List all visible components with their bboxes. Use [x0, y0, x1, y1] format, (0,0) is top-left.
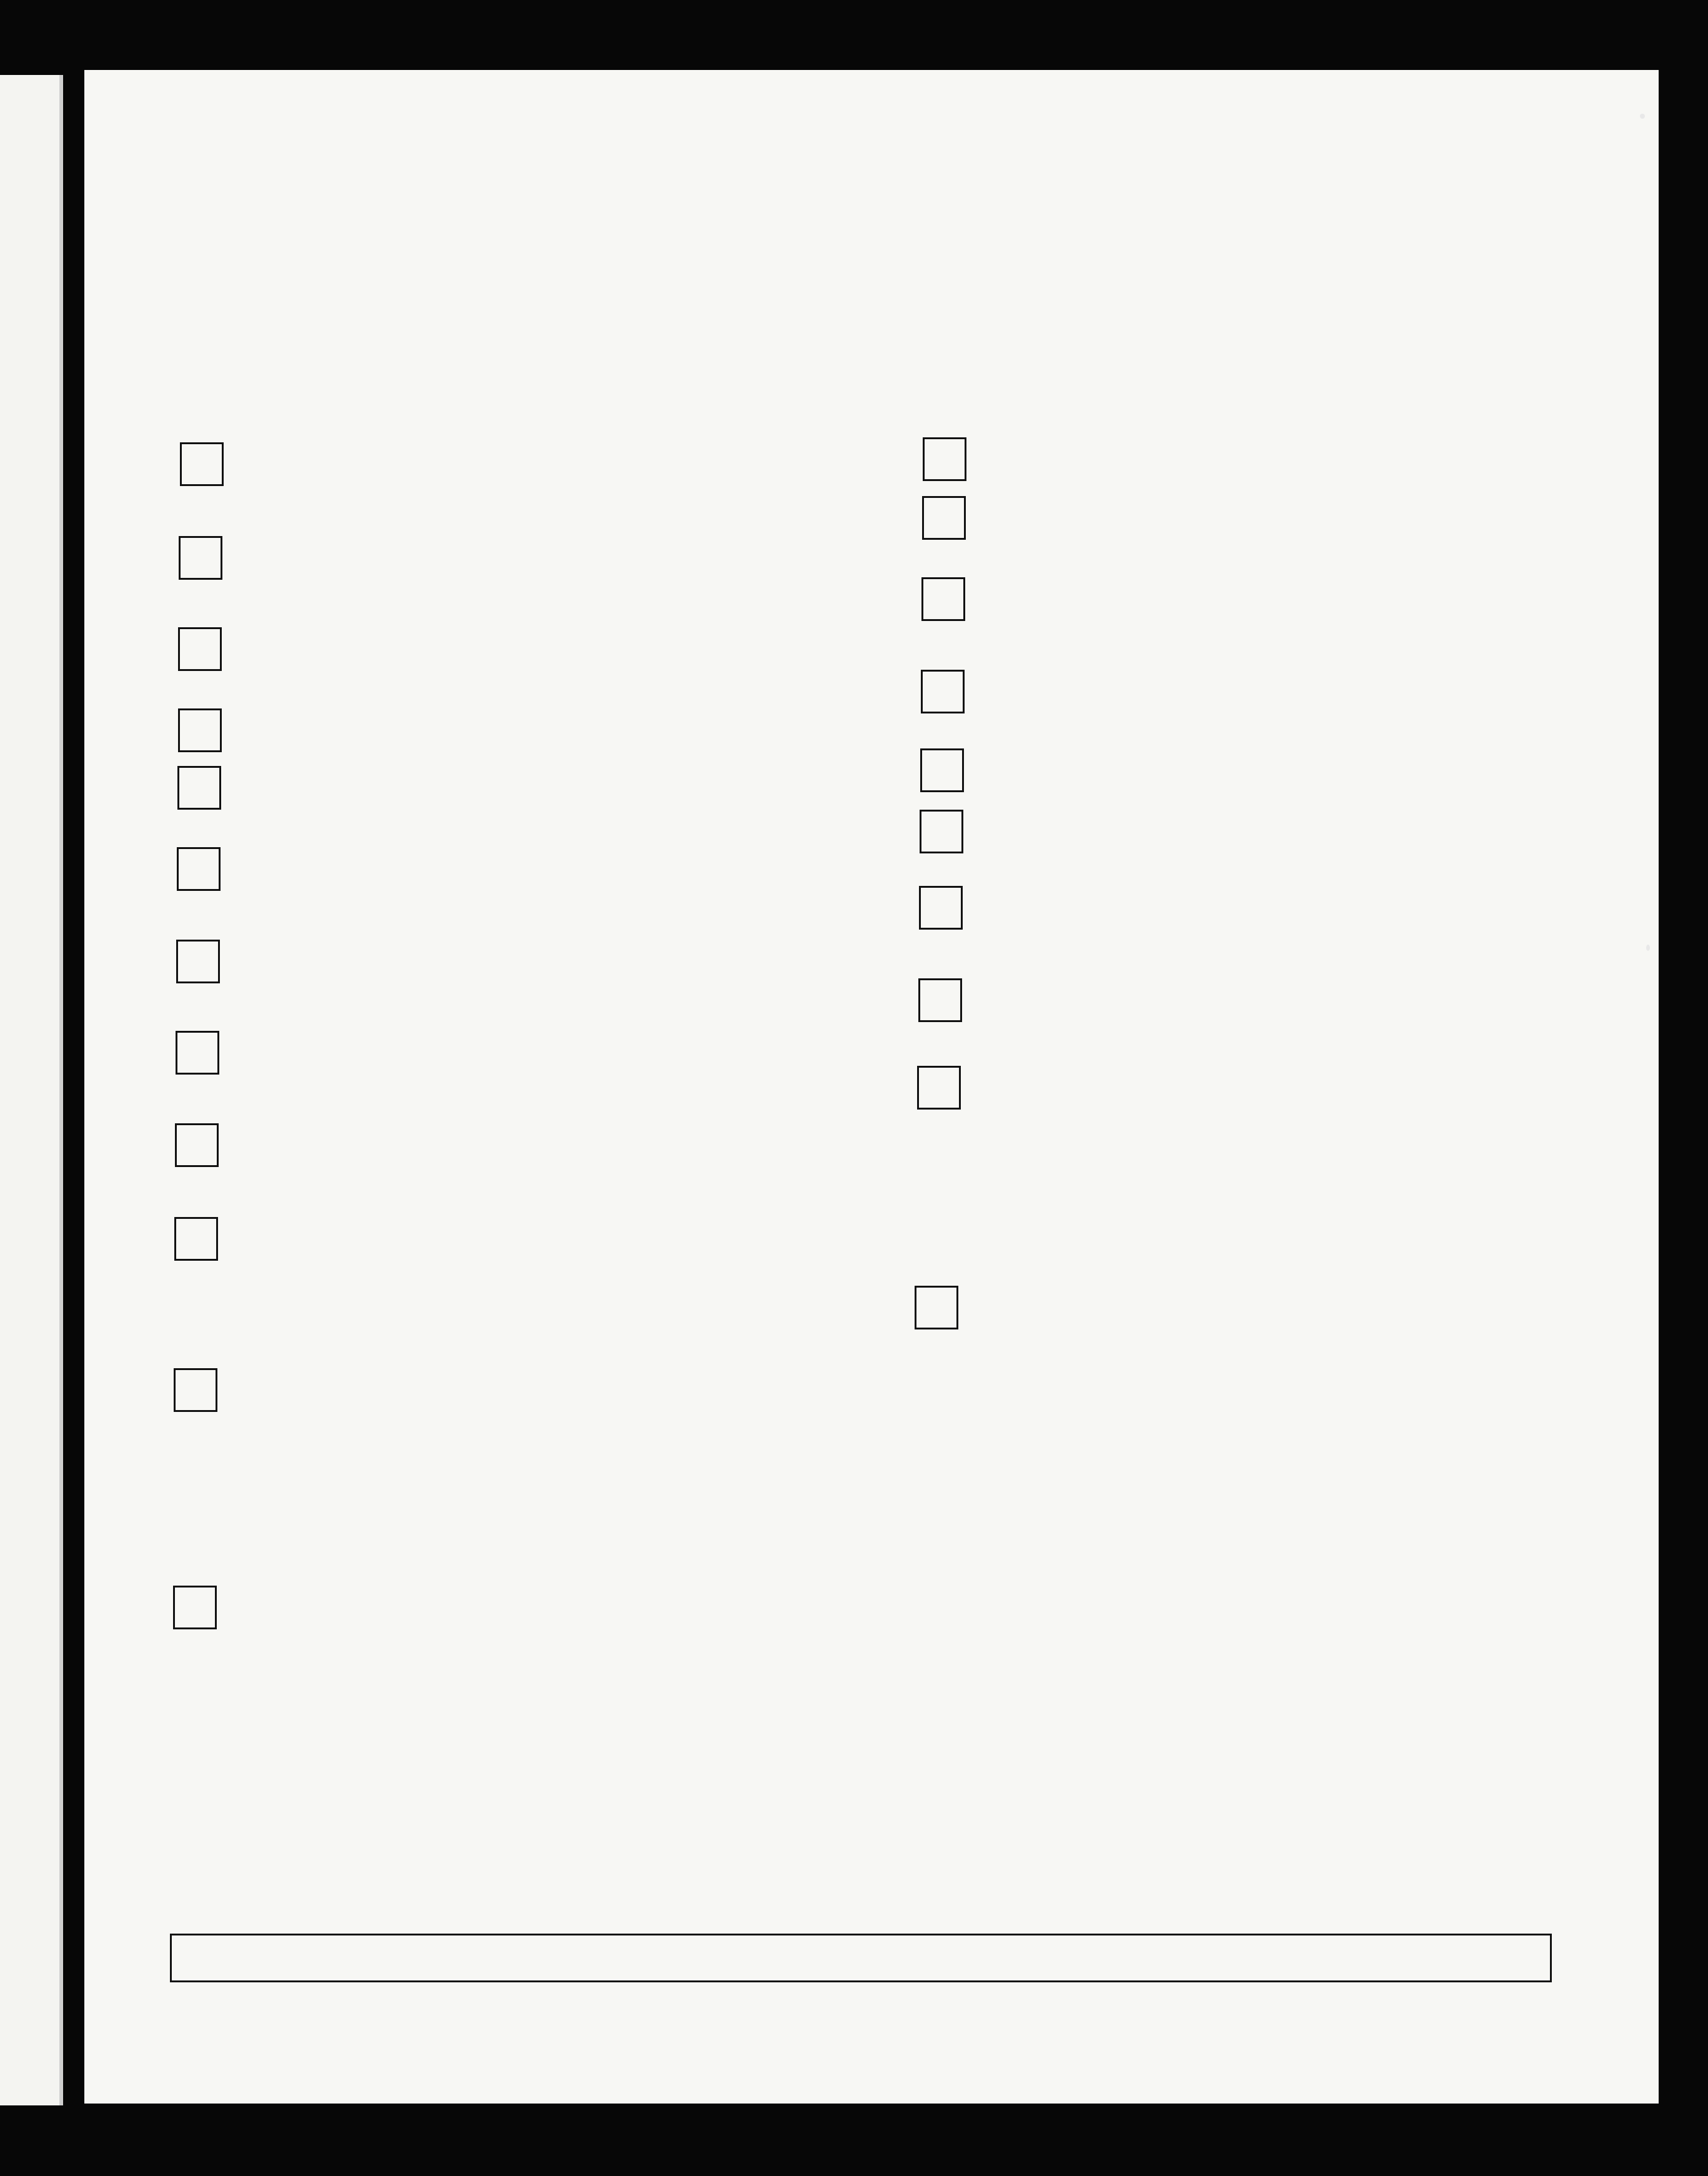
checkmark-icon	[922, 973, 960, 1023]
checkmark-icon	[926, 432, 964, 482]
checkmark-icon	[924, 743, 961, 793]
checkmark-icon	[925, 665, 962, 715]
reduction-ratio-scale	[170, 1934, 1552, 1982]
checkmark-icon	[177, 1581, 214, 1631]
checkmark-icon	[182, 703, 219, 753]
checkmark-icon	[923, 805, 961, 855]
checkmark-icon	[182, 622, 219, 672]
checkmark-icon	[918, 1281, 956, 1331]
checkmark-icon	[179, 1118, 216, 1168]
checkmark-icon	[179, 1026, 217, 1076]
adjacent-page-edge	[0, 75, 63, 2105]
checkmark-icon	[181, 761, 219, 811]
checkmark-icon	[925, 572, 963, 622]
checkmark-icon	[177, 1363, 215, 1413]
checkmark-icon	[923, 881, 960, 931]
checkmark-icon	[180, 935, 217, 985]
checkmark-icon	[181, 842, 218, 892]
dust-speck	[1646, 945, 1650, 951]
checkmark-icon	[921, 1061, 958, 1111]
checkmark-icon	[926, 491, 963, 541]
checkmark-icon	[178, 1212, 216, 1262]
notes-sheet	[84, 70, 1659, 2104]
dust-speck	[1640, 114, 1645, 119]
checkmark-icon	[182, 531, 220, 581]
checkmark-icon	[184, 437, 221, 487]
